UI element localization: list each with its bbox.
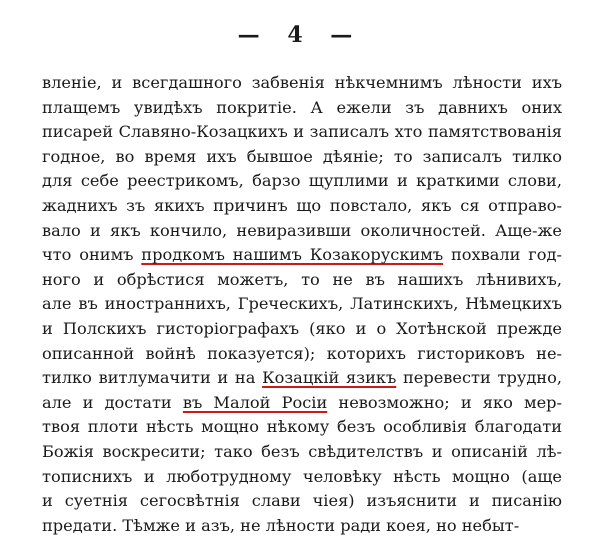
text-line (42, 489, 562, 514)
underlined-phrase: продкомъ нашимъ Козакорускимъ (141, 245, 444, 265)
text-segment: вало и якъ кончило, невиразивши околичностей. Аще-же (42, 220, 562, 240)
underlined-phrase: Козацкій язикъ (262, 368, 397, 388)
text-line (42, 120, 562, 145)
text-segment: и суетнія сегосвѣтнія слави чіея) изъяснити и писанію (42, 491, 562, 511)
text-line (42, 169, 562, 194)
text-segment: похвали год- (443, 245, 562, 265)
text-line (42, 465, 562, 490)
text-segment: перевести трудно, (396, 368, 562, 388)
text-segment: годное, во время ихъ бывшое дѣяніе; то записалъ тилко (42, 146, 562, 166)
text-line (42, 415, 562, 440)
text-line (42, 391, 562, 416)
text-segment: тописнихъ и люботрудному человѣку нѣсть мощно (аще (42, 466, 562, 486)
text-line (42, 96, 562, 121)
text-line (42, 514, 562, 538)
underlined-phrase: въ Малой Росіи (182, 392, 328, 412)
text-line (42, 317, 562, 342)
text-segment: твоя плоти нѣсть мощно нѣкому безъ особливія благодати (42, 417, 562, 437)
text-line (42, 292, 562, 317)
text-segment: предати. Тѣмже и азъ, не лѣности ради коея, но небыт- (42, 515, 520, 535)
text-line (42, 71, 562, 96)
text-line (42, 219, 562, 244)
text-line (42, 440, 562, 465)
text-line (42, 366, 562, 391)
text-line (42, 145, 562, 170)
text-segment: ного и обрѣстися можетъ, то не въ нашихъ лѣнивихъ, (42, 269, 562, 289)
text-segment: писарей Славяно-Козацкихъ и записалъ хто памятствованія (42, 122, 562, 142)
text-segment: описанной войнѣ показуется); которихъ гисториковъ не- (42, 343, 562, 363)
text-segment: тилко витлумачити и на (42, 368, 263, 388)
text-line (42, 268, 562, 293)
body-text (42, 71, 562, 538)
text-segment: плащемъ увидѣхъ покритіе. А ежели зъ давнихъ оних (42, 97, 562, 117)
text-segment: для себе реестрикомъ, барзо щуплими и краткими слови, (42, 171, 562, 191)
text-segment: что онимъ (42, 245, 142, 265)
text-segment: вленіе, и всегдашного забвенія нѣкчемнимъ лѣности ихъ (42, 73, 562, 92)
text-segment: невозможно; и яко мер- (327, 392, 562, 412)
page-number-header: — 4 — (237, 22, 363, 48)
text-segment: жаднихъ зъ якихъ причинъ що повстало, якъ ся отправо- (42, 195, 562, 215)
text-segment: и Полскихъ гисторіографахъ (яко и о Хотѣнской прежде (42, 318, 562, 338)
text-segment: Божія воскресити; тако безъ свѣдителствъ и описаній лѣ- (42, 441, 562, 461)
text-segment: але и достати (42, 392, 183, 412)
text-line (42, 194, 562, 219)
text-segment: але въ иностраннихъ, Греческихъ, Латинскихъ, Нѣмецкихъ (42, 294, 562, 314)
text-line (42, 342, 562, 367)
text-line (42, 243, 562, 268)
